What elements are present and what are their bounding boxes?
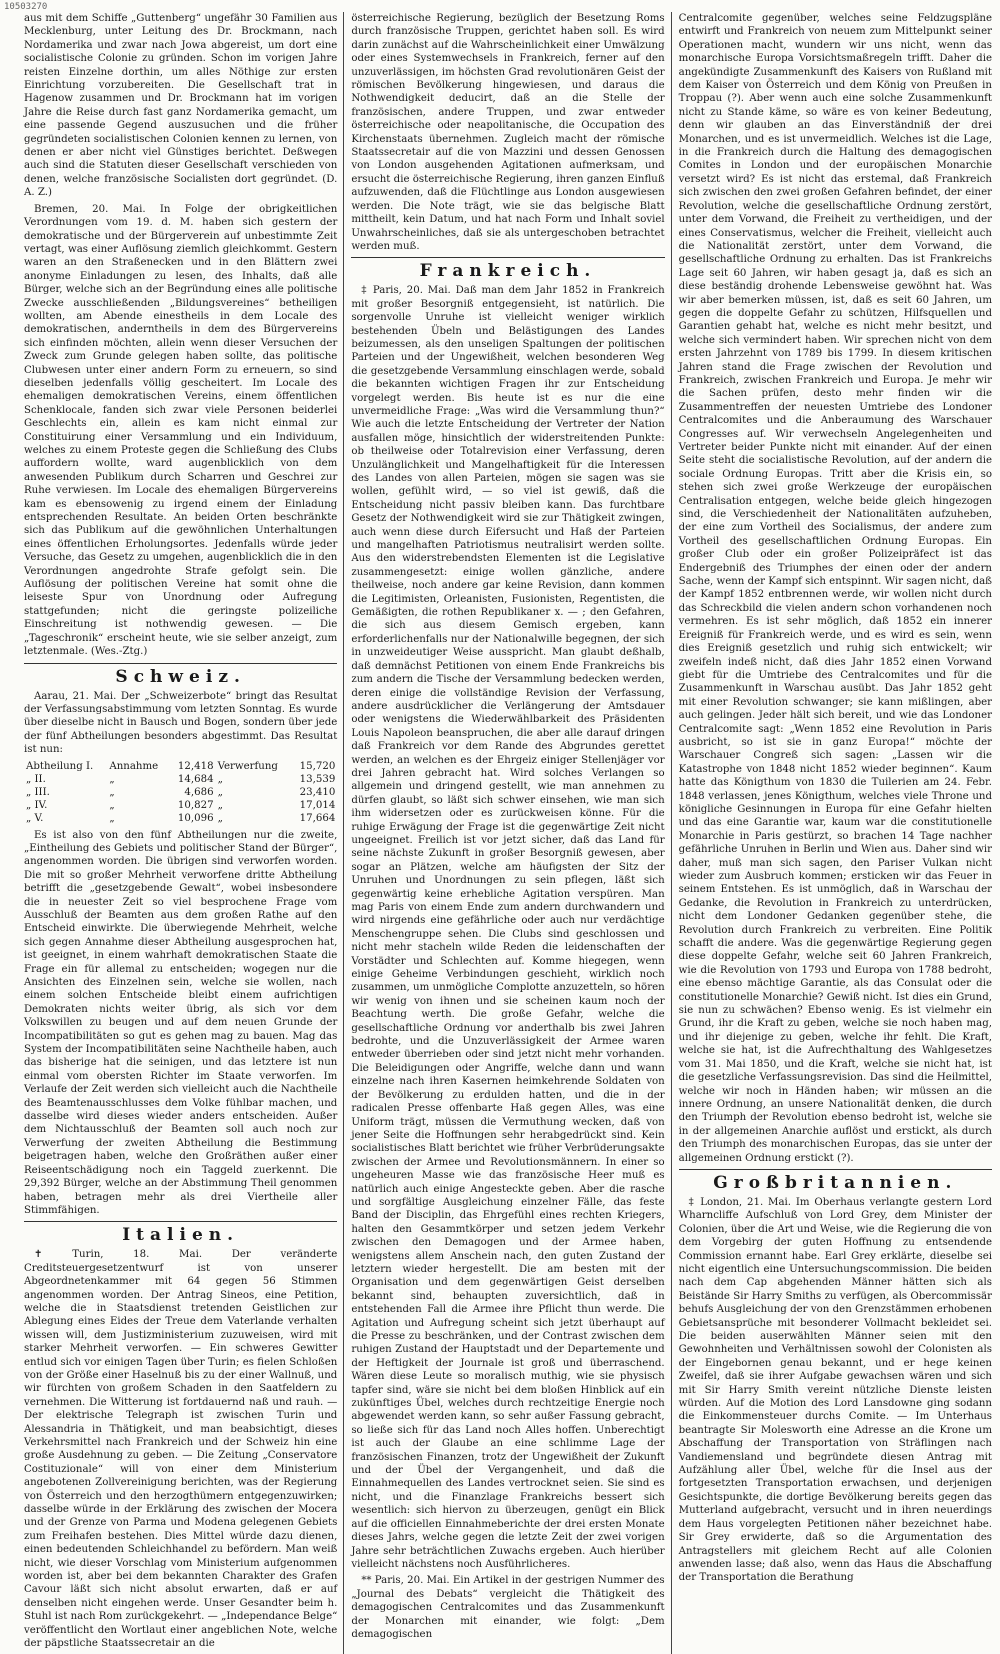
table-cell: „ — [217, 812, 223, 824]
table-cell: „ III. — [26, 786, 50, 798]
table-cell: 13,539 — [299, 773, 336, 785]
article-paragraph: ‡ London, 21. Mai. Im Oberhaus verlangte gestern Lord Wharncliffe Aufschluß von Lord Grey, dem Minister der Colonien, über die Art und Weise, wie die Regierung die von dem Vorgebirg der guten Hoffnung zu entsendende Commission ernannt habe. Earl Grey erklärte, dieselbe sei nicht eigentlich eine Untersuchungscommission. Die beiden nach dem Cap abgehenden Männer hätten sich als Beistände Sir Harry Smiths zu verfügen, als Obercommissär behufs Ausgleichung der von den Grenzstämmen erhobenen Gebietsansprüche mit besonderer Vollmacht bekleidet sei. Die beiden auserwählten Männer seien mit den Gewohnheiten und Verhältnissen sowohl der Colonisten als der Eingebornen genau bekannt, und er hege keinen Zweifel, daß sie ihrer Aufgabe gewachsen wären und sich mit Sir Harry Smith vereint nützliche Dienste leisten würden. Auf die Motion des Lord Lansdowne ging sodann die Einkommensteuer durchs Comite. — Im Unterhaus beantragte Sir Molesworth eine Adresse an die Krone um Abschaffung der Transportation von Sträflingen nach Vandiemensland und begründete diesen Antrag mit Aufzählung aller Übel, welche für die Insel aus der fortgesetzten Transportation erwachsen, und derjenigen Gesichtspunkte, die dortige Bevölkerung bereits gegen das Mutterland aufgebracht, versucht und in ihren neuerdings dem Haus vorgelegten Petitionen näher bezeichnet habe. Sir Grey erwiderte, daß so die Argumentation des Antragstellers mit gleichem Recht auf alle Colonien anwenden lasse; daß also, wenn das Haus die Abschaffung der Transportation die Berathung — [678, 1196, 992, 1584]
column-1 — [24, 12, 337, 1654]
table-cell: „ IV. — [26, 799, 48, 811]
newspaper-columns — [24, 12, 992, 1650]
article-paragraph: ‡ Paris, 20. Mai. Daß man dem Jahr 1852 in Frankreich mit großer Besorgniß entgegensieht, ist natürlich. Die sorgenvolle Unruhe ist vielleicht weniger wirklich bestehenden Übeln und Belästigungen des Landes beizumessen, als den unseligen Spaltungen der politischen Parteien und der Ungewißheit, welchen besonderen Weg die gesetzgebende Versammlung einschlagen werde, sobald die bekannten wichtigen Fragen ihr zur Entscheidung vorgelegt werden. Bis heute ist es nur die eine unvermeidliche Frage: „Was wird die Versammlung thun?“ Wie auch die letzte Entscheidung der Vertreter der Nation ausfallen möge, hinsichtlich der widerstreitenden Punkte: ob theilweise oder Totalrevision einer Verfassung, deren Unzulänglichkeit und Mangelhaftigkeit für die Interessen des Landes von allen Parteien, mögen sie sagen was sie wollen, gefühlt wird, — so viel ist gewiß, daß die Entscheidung nicht passiv bleiben kann. Das furchtbare Gesetz der Nothwendigkeit wird sie zur Thätigkeit zwingen, auch wenn diese durch Eifersucht und Haß der Parteien und mangelhaften Patriotismus neutralisirt werden sollte. Aus den widerstrebendsten Elementen ist die Legislative zusammengesetzt: einige wollen gänzliche, andere theilweise, noch andere gar keine Revision, dann kommen die Legitimisten, Orleanisten, Fusionisten, Regentisten, die Gemäßigten, die rothen Republikaner x. — ; den Gefahren, die sich aus diesem Gemisch ergeben, kann erforderlichenfalls nur der Nationalwille begegnen, der sich in unzweideutiger Weise ausspricht. Man glaubt deßhalb, daß demnächst Petitionen von einem Ende Frankreichs bis zum andern die Tische der Versammlung bedecken werden, deren einige die vollständige Revision der Verfassung, andere ausdrücklicher die Verlängerung der Amtsdauer oder wenigstens die Wiederwählbarkeit des Präsidenten Louis Napoleon beanspruchen, die aber alle darauf dringen daß Frankreich vor dem Rande des Abgrundes gerettet werden, an welchen es der Ehrgeiz einiger Stellenjäger vor drei Jahren gebracht hat. Wird solches Verlangen so allgemein und dringend gestellt, wie man annehmen zu dürfen glaubt, so läßt sich schwer einsehen, wie man sich ihm widersetzen oder es zurückweisen könne. Für die ruhige Erwägung der Frage ist die gegenwärtige Zeit nicht ungeeignet. Freilich ist vor jetzt sicher, daß das Land für seine nächste Zukunft in großer Besorgniß gewesen, aber sogar an Plätzen, welche am häufigsten der Sitz der Unruhen und Unordnungen zu sein pflegen, läßt sich gegenwärtig keine erhebliche Agitation verspüren. Man mag Paris von einem Ende zum andern durchwandern und wird nirgends eine gefährliche oder auch nur verdächtige Menschengruppe sehen. Die Clubs sind geschlossen und nicht mehr stacheln wilde Reden die leidenschaften der Vorstädter und Schlechten auf. Komme hiegegen, wenn einige Geheime Verbindungen geschieht, wirklich noch zusammen, um unmögliche Complotte anzuzetteln, so hören wir wenig von ihnen und sie scheinen kaum noch der Beachtung werth. Die große Gefahr, welche die gesellschaftliche Ordnung vor anderthalb bis zwei Jahren bedrohte, und die Unzuverlässigkeit der Armee waren entweder überrieben oder sind jetzt nicht mehr vorhanden. Die Beleidigungen oder Angriffe, welche dann und wann einzelne nach ihren Kasernen heimkehrende Soldaten von der Bevölkerung zu erdulden hatten, und die in der radicalen Presse offenbarte Haß gegen Alles, was eine Uniform trägt, müssen die Vermuthung wecken, daß von jener Seite die Hoffnungen sehr herabgedrückt sind. Kein socialistisches Blatt berichtet wie früher Verbrüderungsakte zwischen der Armee und Revolutionsmännern. In einer so ungeheuren Masse wie das französische Heer muß es natürlich auch einige Angesteckte geben. Aber die rasche und sorgfältige Ausgleichung einzelner Fälle, das feste Band der Disciplin, das Ehrgefühl eines rechten Kriegers, halten den Gesammtkörper und setzen jedem Verkehr zwischen den Demagogen und der Armee haben, wenigstens allem Anschein nach, den guten Zustand der letztern wieder hergestellt. Die am besten mit der Organisation und dem gegenwärtigen Geist derselben bekannt sind, behaupten zuversichtlich, daß in entstehenden Fall die Armee ihre Pflicht thun werde. Die Agitation und Aufregung scheint sich jetzt überhaupt auf die Presse zu beschränken, und der Contrast zwischen dem ruhigen Zustand der Hauptstadt und der Departemente und der Heftigkeit der Journale ist groß und überraschend. Wären diese Leute so moralisch muthig, wie sie physisch tapfer sind, wäre sie nicht bei dem bloßen Hinblick auf ein zukünftiges Übel, welches durch rechtzeitige Energie noch abgewendet werden kann, so sehr außer Fassung gebracht, so ließe sich für das Land noch Alles hoffen. Unberechtigt ist auch der Glaube an eine schlimme Lage der französischen Finanzen, trotz der Ungewißheit der Zukunft und der Übel der Vergangenheit, und daß die Einnahmequellen des Landes vertrocknet seien. Sie sind es nicht, und die Finanzlage Frankreichs bessert sich wesentlich: sich hiervon zu überzeugen, genügt ein Blick auf die officiellen Einnahmeberichte der drei ersten Monate dieses Jahrs, welche gegen die letzte Zeit der zwei vorigen Jahre sehr beträchtlichen Zuwachs ergeben. Auch hierüber vielleicht nächstens noch Ausführlicheres. — [351, 285, 665, 1570]
section-heading-frankreich: Frankreich. — [351, 257, 664, 281]
article-paragraph: Centralcomite gegenüber, welches seine Feldzugspläne entwirft und Frankreich von neuem zum Mittelpunkt seiner Operationen macht, wundern wir uns nicht, wenn das monarchische Europa Vorsichtsmaßregeln trifft. Daher die angekündigte Zusammenkunft des Kaisers von Rußland mit dem Kaiser von Österreich und dem König von Preußen in Troppau (?). Aber wenn auch eine solche Zusammenkunft nicht zu Stande käme, so wäre es von keiner Bedeutung, denn wir glauben an das Einverständniß der drei Monarchen, und es ist unvermeidlich. Welches ist die Lage, in die Frankreich durch die Haltung des demagogischen Comites in London und der europäischen Monarchie versetzt wird? Es ist nicht das erstemal, daß Frankreich sich zwischen den zwei großen Gefahren befindet, der einer Revolution, welche die gesellschaftliche Ordnung zerstört, unter dem Vorwand, die Freiheit zu vertheidigen, und der eines Conservatismus, welcher die Freiheit, vielleicht auch die Nationalität zerstört, unter dem Vorwand, die gesellschaftliche Ordnung zu erhalten. Das ist Frankreichs Lage seit 60 Jahren, wir haben gesagt ja, daß es sich an diese beständig drohende Lebensweise gewöhnt hat. Was wir aber bemerken müssen, ist, daß es seit 60 Jahren, um gegen die doppelte Gefahr zu schützen, Hilfsquellen und Garantien gehabt hat, welche es nicht mehr besitzt, und welche sich vermindert haben. Wir sprechen nicht von dem ersten Jahrzehnt von 1789 bis 1799. In diesem kritischen Jahren stand die Frage zwischen der Revolution und Frankreich, zwischen Frankreich und Europa. Je mehr wir die Sachen prüfen, desto mehr finden wir die Zusammentreffen der neuesten Umtriebe des Londoner Centralcomites und die Anberaumung des Warschauer Congresses auf. Wir verwechseln Angelegenheiten und Vertreter beider Punkte nicht mit einander. Auf der einen Seite steht die socialistische Revolution, auf der andern die sociale Ordnung Europas. Tritt aber die Krisis ein, so stehen sich zwei große Werkzeuge der europäischen Centralisation entgegen, welche beide gleich hingezogen sind, die Verschiedenheit der Nationalitäten aufzuheben, der eine zum Vortheil des Socialismus, der andere zum Vortheil des gesellschaftlichen Ordnung Europas. Ein großer Club oder ein großer Polizeipräfect ist das Endergebniß des Triumphes der einen oder der andern Sache, wenn der Kampf sich entspinnt. Wir sagen nicht, daß der Kampf 1852 entbrennen werde, wir wollen nicht durch das Schreckbild die vielen andern schon vorhandenen noch vermehren. Es ist sehr möglich, daß 1852 ein innerer Ereigniß für Frankreich werde, und es wird es sein, wenn dies Ereigniß gesetzlich und ruhig sich entwickelt; wir zweifeln indeß nicht, daß dies Jahr 1852 einen Vorwand giebt für die Umtriebe des Centralcomites und für die Zusammenkunft in Warschau ausübt. Das Jahr 1852 geht mit einer Revolution schwanger; sie kann mißlingen, aber auch gelingen. Jeder hält sich bereit, und wie das Londoner Centralcomite sagt: „Wenn 1852 eine Revolution in Paris ausbricht, so ist sie in ganz Europa!“ möchte der Warschauer Congreß sich sagen: „Lassen wir die Katastrophe von 1848 nicht 1852 wieder beginnen“. Kaum hatte das Königthum von 1830 die Tuilerien am 24. Febr. 1848 verlassen, jenes Königthum, welches viele Throne und königliche Gesinnungen in Europa für eine Gefahr hielten und das eine Garantie war, kaum war die constitutionelle Monarchie in Paris gestürzt, so brachen 14 Tage nachher gefährliche Unruhen in Berlin und Wien aus. Daher sind wir daher, muß man sich sagen, den Pariser Vulkan nicht wieder zum Ausbruch kommen; ersticken wir das Feuer in seinem Entstehen. Es ist unmöglich, daß in Warschau der Gedanke, die Revolution in Frankreich zu unterdrücken, nicht dem Londoner Gedanken gegenüber stehe, die Revolution durch Frankreich zu verbreiten. Eine Politik schafft die andere. Was die gegenwärtige Regierung gegen diese doppelte Gefahr, welche seit 60 Jahren Frankreich, wie die Revolution von 1793 und Europa von 1788 bedroht, eine ebenso mächtige Garantie, als das Consulat oder die constitutionelle Monarchie? Gewiß nicht. Ist dies ein Grund, sie nun zu schwächen? Ebenso wenig. Es ist vielmehr ein Grund, ihr die Kraft zu geben, welche sie noch haben mag, und ihr diejenige zu geben, welche ihr fehlt. Die Kraft, welche sie hat, ist die Aufrechthaltung des Wahlgesetzes vom 31. Mai 1850, und die Kraft, welche sie nicht hat, ist die gesetzliche Verfassungsrevision. Das sind die Heilmittel, welche wir noch in Händen haben; wir müssen an die innere Ordnung, an unsere Nationalität denken, die durch den Triumph der Revolution ebenso bedroht ist, welche sie in der allgemeinen Anarchie auflöst und erstickt, als durch den Triumph des monarchischen Europas, das sie unter der allgemeinen Ordnung erstickt (?). — [678, 13, 992, 1164]
table-cell: Verwerfung — [217, 760, 278, 772]
column-2 — [351, 12, 664, 1654]
table-cell: 23,410 — [299, 786, 336, 798]
table-cell: 17,014 — [299, 799, 336, 811]
article-paragraph: aus mit dem Schiffe „Guttenberg“ ungefähr 30 Familien aus Mecklenburg, unter Leitung des Dr. Brockmann, nach Nordamerika und zwar nach Jowa abgereist, um dort eine socialistische Colonie zu gründen. Schon im vorigen Jahre reisten Einzelne dorthin, um alles Nöthige zur ersten Einrichtung vorzubereiten. Die Gesellschaft trat in Hagenow zusammen und Dr. Brockmann hat im vorigen Jahre die Reise durch fast ganz Nordamerika gemacht, um eine passende Gegend auszusuchen und die früher gegründeten socialistischen Colonien kennen zu lernen, von denen er aber nicht viel Günstiges berichtet. Deßwegen auch sind die Statuten dieser Gesellschaft verschieden von denen, welche französische Socialisten dort gegründet. (D. A. Z.) — [24, 13, 338, 199]
table-cell: „ — [109, 773, 115, 785]
section-heading-schweiz: Schweiz. — [24, 663, 337, 687]
table-cell: 12,418 — [177, 760, 214, 772]
table-cell: „ — [217, 773, 223, 785]
table-row — [24, 812, 337, 825]
article-paragraph: ** Paris, 20. Mai. Ein Artikel in der gestrigen Nummer des „Journal des Debats“ vergleicht die Thätigkeit des demagogischen Centralcomites und das Zusammenkunft der Monarchen mit einander, wie folgt: „Dem demagogischen — [351, 1575, 665, 1640]
table-row — [24, 773, 337, 786]
table-cell: Abtheilung I. — [26, 760, 94, 772]
table-cell: „ II. — [26, 773, 46, 785]
article-paragraph: Bremen, 20. Mai. In Folge der obrigkeitlichen Verordnungen vom 19. d. M. haben sich gestern der demokratische und der Bürgerverein auf unbestimmte Zeit vertagt, was einer Auflösung ziemlich gleichkommt. Gestern waren an den Straßenecken und in den Blättern zwei anonyme Einladungen zu lesen, des Inhalts, daß alle Bürger, welche sich an der Begründung eines alle politische Zwecke ausschließenden „Bildungsvereines“ betheiligen wollten, am Abende einestheils in dem Locale des demokratischen, anderntheils in dem des Bürgervereins sich einfinden möchten, allein wenn dieser Versuchen der Zweck zum Grunde gelegen haben sollte, das politische Clubwesen unter einer andern Form zu erneuern, so sind dieselben jedenfalls völlig gescheitert. Im Locale des ehemaligen demokratischen Vereins, einem öffentlichen Schenklocale, fanden sich zwar viele Personen beiderlei Geschlechts ein, allein es kam nicht einmal zur Constituirung einer Versammlung und ein Individuum, welches zu einem Proteste gegen die Schließung des Clubs auffordern wollte, ward augenblicklich von dem anwesenden Publikum durch Scharren und Geschrei zur Ruhe verwiesen. Im Locale des ehemaligen Bürgervereins kam es ebensowenig zu irgend einem der Einladung entsprechenden Resultate. An beiden Orten beschränkte sich das Publikum auf die gewöhnlichen Unterhaltungen eines öffentlichen Erholungsortes. Jedenfalls würde jeder Versuche, das Gesetz zu umgehen, augenblicklich die in den Verordnungen angedrohte Strafe gefolgt sein. Die Auflösung der politischen Vereine hat somit ohne die leiseste Spur von Unordnung oder Aufregung stattgefunden; nicht die geringste polizeiliche Einschreitung ist nothwendig gewesen. — Die „Tageschronik“ erscheint heute, wie sie selber anzeigt, zum letztenmale. (Wes.-Ztg.) — [24, 203, 338, 658]
table-cell: „ — [109, 812, 115, 824]
column-3 — [679, 12, 992, 1654]
table-cell: 4,686 — [184, 786, 214, 798]
section-heading-grossbritannien: Großbritannien. — [679, 1169, 992, 1193]
vote-results-table — [24, 760, 337, 825]
article-paragraph: ✝ Turin, 18. Mai. Der veränderte Creditsteuergesetzentwurf ist von unserer Abgeordnetenkammer mit 64 gegen 56 Stimmen angenommen worden. Der Antrag Sineos, eine Petition, welche die in Staatsdienst tretenden Geistlichen zur Ablegung eines Eides der Treue dem Vaterlande verhalten wissen will, dem Justizministerium zuzuweisen, wird mit starker Mehrheit verworfen. — Ein schweres Gewitter entlud sich vor einigen Tagen über Turin; es fielen Schloßen von der Größe einer Haselnuß bis zu der einer Wallnuß, und wir fürchten von großem Schaden in den Saatfeldern zu vernehmen. Die Witterung ist fortdauernd naß und rauh. — Der elektrische Telegraph ist zwischen Turin und Alessandria in Thätigkeit, und man beabsichtigt, dieses Verkehrsmittel nach Frankreich und der Schweiz hin eine große Ausdehnung zu geben. — Die Zeitung „Conservatore Costituzionale“ will von einer dem Ministerium angebotenen Zollvereinigung berichten, was der Regierung von Österreich und den herzogthümern entgegenzuwirken; dasselbe würde in der Erklärung des zwischen der Mocera und der Grenze von Parma und Modena gelegenen Gebiets zum Freihafen bestehen. Dies Mittel würde dazu dienen, einen bedeutenden Schleichhandel zu befördern. Man weiß nicht, wie dieser Vorschlag vom Ministerium aufgenommen worden ist, aber bei dem bekannten Charakter des Grafen Cavour läßt sich nicht absolut erwarten, daß er auf denselben nicht eingehen werde. Unser Gesandter beim h. Stuhl ist nach Rom zurückgekehrt. — „Independance Belge“ veröffentlicht den Wortlaut einer angeblichen Note, welche der päpstliche Staatssecretair an die — [24, 1249, 338, 1650]
table-cell: 14,684 — [177, 773, 214, 785]
table-row — [24, 760, 337, 773]
table-cell: Annahme — [109, 760, 159, 772]
article-paragraph: österreichische Regierung, bezüglich der Besetzung Roms durch französische Truppen, gerichtet haben soll. Es wird darin zunächst auf die Wahrscheinlichkeit einer Umwälzung oder eines Systemwechsels in Frankreich, ferner auf den unzuverlässigen, im höchsten Grad revolutionären Geist der römischen Bevölkerung hingewiesen, und daraus die Nothwendigkeit deducirt, daß an die Stelle der französischen, andere Truppen, und zwar entweder österreichische oder neapolitanische, die Occupation des Kirchenstaats übernehmen. Zugleich macht der römische Staatssecretair auf die von Mazzini und dessen Genossen von London ausgehenden Agitationen aufmerksam, und ersucht die österreichische Regierung, ihren ganzen Einfluß aufzuwenden, daß die Flüchtlinge aus London ausgewiesen werden. Die Note trägt, wie sie das belgische Blatt mittheilt, kein Datum, und hat nach Form und Inhalt soviel Unwahrscheinliches, daß sie als untergeschoben betrachtet werden muß. — [351, 13, 665, 252]
table-cell: „ V. — [26, 812, 44, 824]
article-paragraph: Aarau, 21. Mai. Der „Schweizerbote“ bringt das Resultat der Verfassungsabstimmung vom letzten Sonntag. Es wurde über dieselbe nicht in Bausch und Bogen, sondern über jede der fünf Abtheilungen besonders abgestimmt. Das Resultat ist nun: — [24, 690, 338, 756]
page-id: 10503270 — [4, 2, 48, 12]
table-cell: 17,664 — [299, 812, 336, 824]
table-cell: 10,096 — [177, 812, 214, 824]
table-cell: „ — [109, 786, 115, 798]
section-heading-italien: Italien. — [24, 1221, 337, 1245]
table-row — [24, 799, 337, 812]
table-cell: „ — [109, 799, 115, 811]
table-cell: „ — [217, 786, 223, 798]
table-row — [24, 786, 337, 799]
table-cell: 15,720 — [299, 760, 336, 772]
table-cell: „ — [217, 799, 223, 811]
article-paragraph: Es ist also von den fünf Abtheilungen nur die zweite, „Eintheilung des Gebiets und politischer Stand der Bürger“, angenommen worden. Die übrigen sind verworfen worden. Die mit so großer Mehrheit verworfene dritte Abtheilung betrifft die „gesetzgebende Gewalt“, wobei insbesondere die in neuester Zeit so viel besprochene Frage vom Ausschluß der Beamten aus dem großen Rathe auf den Entscheid einwirkte. Die überwiegende Mehrheit, welche sich gegen Annahme dieser Abtheilung ausgesprochen hat, ist geeignet, in einem wahrhaft demokratischen Staate die Frage ein für allemal zu entscheiden; wogegen nur die Ansichten des Einzelnen sein, welche sie wollen, nach einem solchen Entscheide bleibt einem aufrichtigen Demokraten nichts weiter übrig, als sich vor dem Volkswillen zu beugen und auf dem neuen Grunde der Incompatibilitäten so gut es gehen mag zu bauen. Mag das System der Incompatibilitäten seine Nachtheile haben, auch das bisherige hat die seinigen, und das letztere ist nun einmal vom obersten Richter im Staate verworfen. Im Verlaufe der Zeit werden sich vielleicht auch die Nachtheile des Beamtenausschlusses dem Volke fühlbar machen, und dasselbe wird dieses wieder anders entscheiden. Außer dem Nichtausschluß der Beamten soll auch noch zur Verwerfung der zweiten Abtheilung die Bestimmung beigetragen haben, welche den Großräthen außer einer Reiseentschädigung noch ein Taggeld zuerkennt. Die 29,392 Bürger, welche an der Abstimmung Theil genommen haben, betragen mehr als drei Viertheile aller Stimmfähigen. — [24, 829, 338, 1216]
table-cell: 10,827 — [177, 799, 214, 811]
